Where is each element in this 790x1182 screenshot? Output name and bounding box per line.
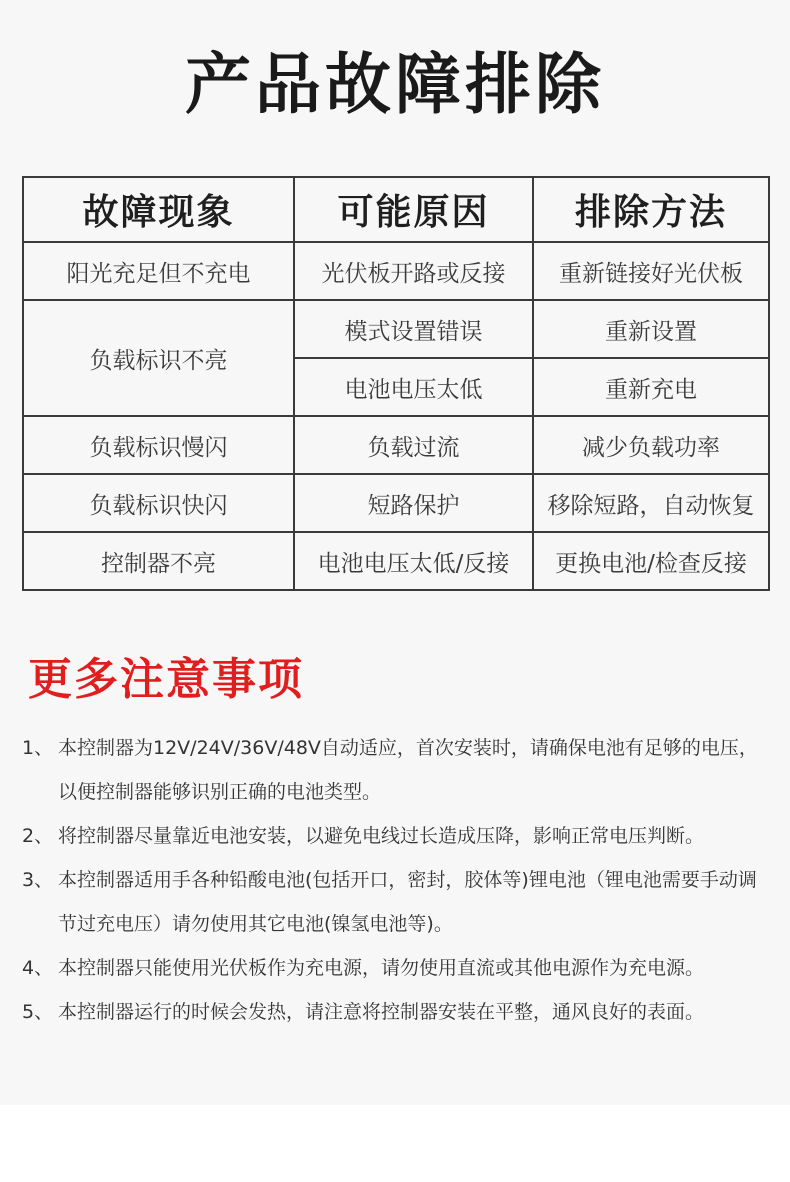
table-row — [23, 300, 769, 358]
cell-cause: 光伏板开路或反接 — [294, 242, 533, 300]
note-text: 本控制器只能使用光伏板作为充电源，请勿使用直流或其他电源作为充电源。 — [58, 957, 705, 979]
note-number: 4、 — [22, 957, 54, 979]
cell-remedy: 更换电池/检查反接 — [533, 532, 769, 590]
table-header-row — [23, 177, 769, 242]
cell-remedy: 重新充电 — [533, 358, 769, 416]
troubleshooting-table — [22, 176, 770, 591]
note-number: 5、 — [22, 1001, 54, 1023]
cell-remedy: 移除短路，自动恢复 — [533, 474, 769, 532]
cell-remedy: 减少负载功率 — [533, 416, 769, 474]
cell-symptom: 控制器不亮 — [23, 532, 294, 590]
cell-remedy: 重新链接好光伏板 — [533, 242, 769, 300]
note-number: 3、 — [22, 869, 54, 891]
table-row — [23, 532, 769, 590]
cell-cause: 电池电压太低/反接 — [294, 532, 533, 590]
note-item — [22, 726, 774, 814]
cell-cause: 短路保护 — [294, 474, 533, 532]
note-item — [22, 858, 774, 946]
page-title: 产品故障排除 — [185, 46, 605, 123]
cell-symptom: 负载标识快闪 — [23, 474, 294, 532]
cell-cause: 模式设置错误 — [294, 300, 533, 358]
table-row — [23, 474, 769, 532]
note-item — [22, 946, 774, 990]
cell-symptom: 阳光充足但不充电 — [23, 242, 294, 300]
note-item — [22, 990, 774, 1034]
table-row — [23, 416, 769, 474]
notes-list — [22, 726, 774, 1034]
header-remedy: 排除方法 — [533, 177, 769, 242]
note-number: 1、 — [22, 737, 54, 759]
note-number: 2、 — [22, 825, 54, 847]
note-item — [22, 814, 774, 858]
note-text: 将控制器尽量靠近电池安装，以避免电线过长造成压降，影响正常电压判断。 — [58, 825, 705, 847]
header-cause: 可能原因 — [294, 177, 533, 242]
cell-remedy: 重新设置 — [533, 300, 769, 358]
note-text: 本控制器为12V/24V/36V/48V自动适应，首次安装时，请确保电池有足够的电压，以便控制器能够识别正确的电池类型。 — [58, 737, 758, 803]
cell-symptom: 负载标识不亮 — [23, 300, 294, 416]
note-text: 本控制器运行的时候会发热，请注意将控制器安装在平整，通风良好的表面。 — [58, 1001, 705, 1023]
note-text: 本控制器适用手各种铅酸电池(包括开口，密封，胶体等)锂电池（锂电池需要手动调节过充电压）请勿使用其它电池(镍氢电池等)。 — [58, 869, 757, 935]
cell-symptom: 负载标识慢闪 — [23, 416, 294, 474]
header-symptom: 故障现象 — [23, 177, 294, 242]
cell-cause: 电池电压太低 — [294, 358, 533, 416]
notes-title: 更多注意事项 — [28, 654, 304, 705]
table-row — [23, 242, 769, 300]
cell-cause: 负载过流 — [294, 416, 533, 474]
